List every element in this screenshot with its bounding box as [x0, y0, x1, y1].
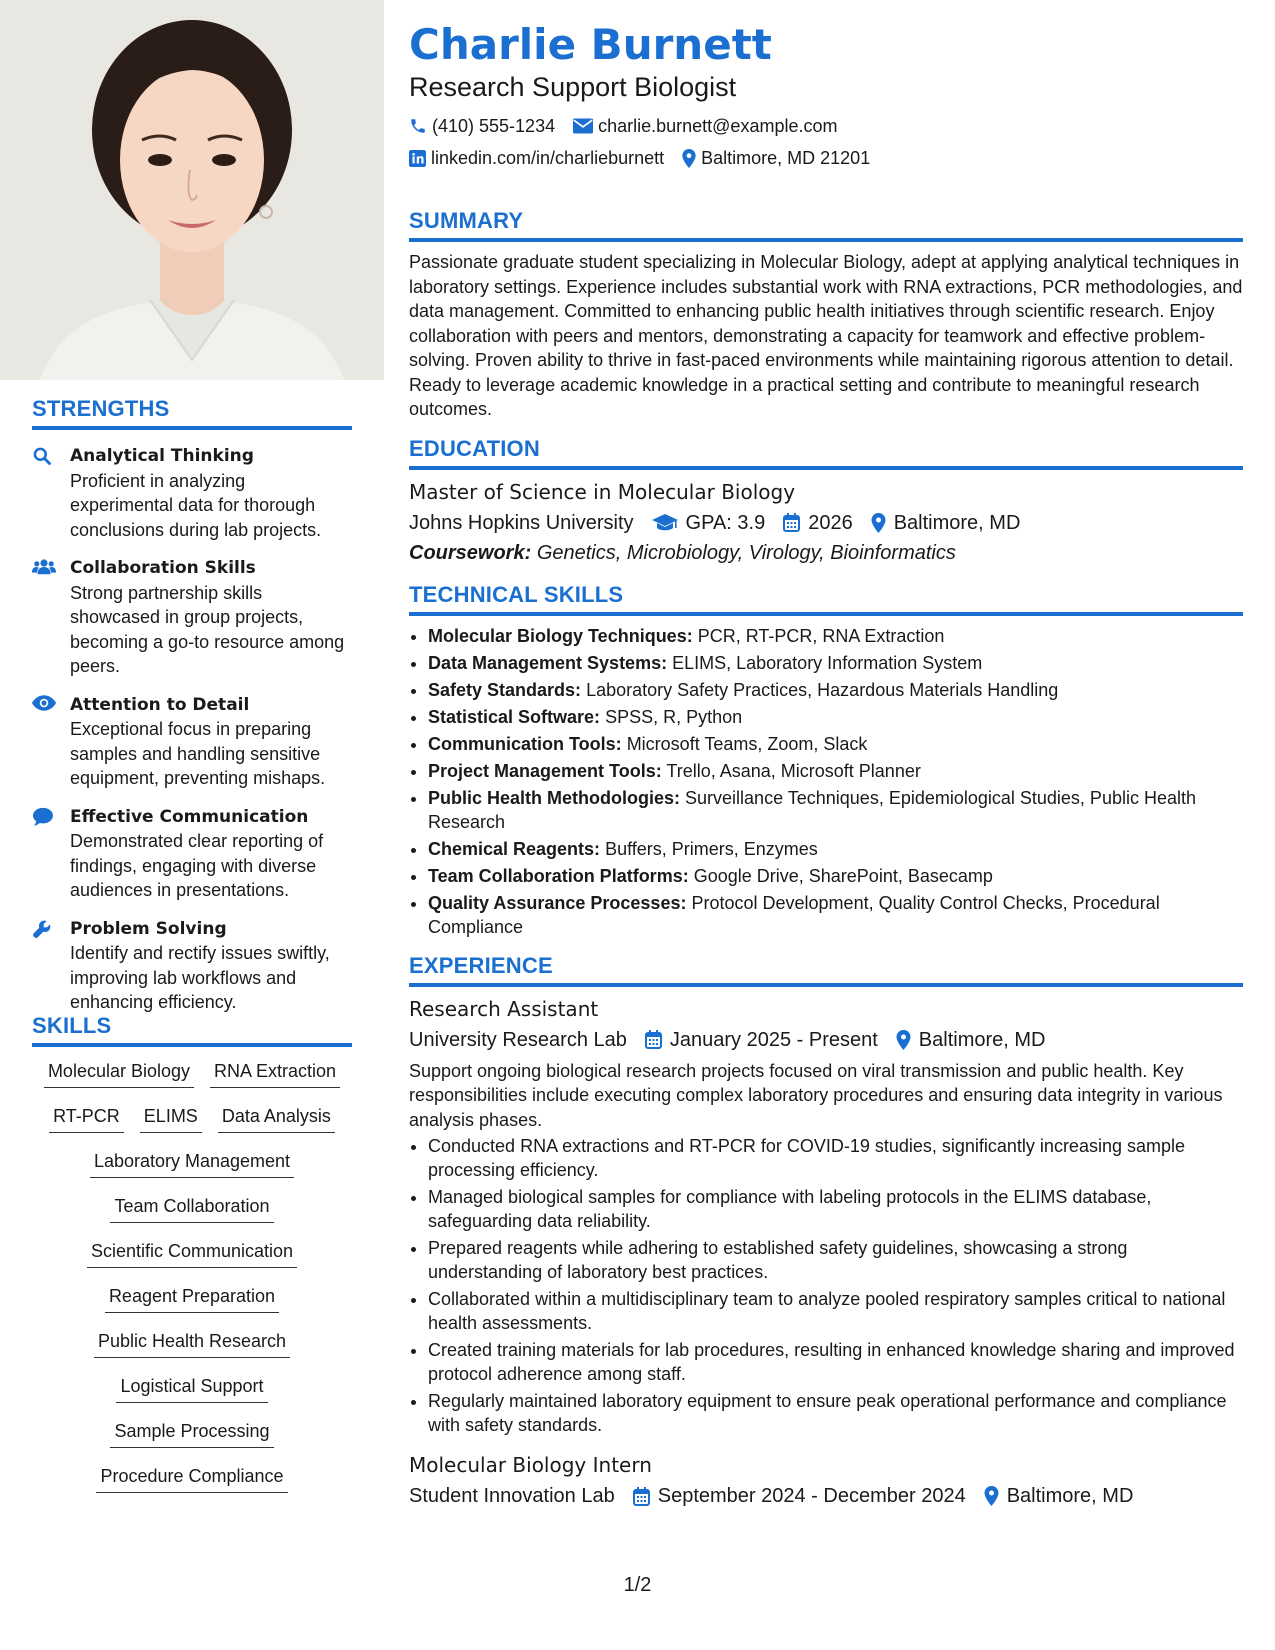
technical-skill-label: Team Collaboration Platforms: — [428, 865, 689, 886]
job-meta — [409, 1481, 1243, 1511]
main-content — [409, 20, 1243, 1511]
skill-chip: Scientific Communication — [87, 1239, 297, 1268]
education-location: Baltimore, MD — [893, 511, 1021, 534]
job-org: Student Innovation Lab — [409, 1485, 615, 1507]
technical-skill-item — [428, 732, 1243, 756]
technical-skill-label: Safety Standards: — [428, 679, 582, 700]
strength-name: Effective Communication — [70, 806, 309, 827]
coursework — [409, 538, 1243, 568]
skills-row — [32, 1464, 352, 1509]
skill-chip: Data Analysis — [218, 1104, 335, 1133]
technical-skill-label: Public Health Methodologies: — [428, 787, 681, 808]
strength-name: Analytical Thinking — [70, 446, 254, 466]
skill-chip: ELIMS — [140, 1104, 202, 1133]
wrench-icon — [32, 917, 70, 1015]
strength-name: Problem Solving — [70, 918, 227, 939]
profile-photo — [0, 0, 384, 380]
technical-skill-item — [428, 624, 1243, 648]
email-link[interactable]: charlie.burnett@example.com — [598, 116, 838, 136]
technical-skills-section — [409, 582, 1243, 939]
technical-skill-value: SPSS, R, Python — [605, 706, 743, 727]
technical-skill-value: Surveillance Techniques, Epidemiological Studies, Public Health Research — [428, 787, 1196, 832]
education-section — [409, 436, 1243, 568]
skill-chip: RNA Extraction — [210, 1059, 340, 1088]
job-meta — [409, 1025, 1243, 1055]
graduation-year: 2026 — [808, 511, 853, 534]
technical-skill-value: Buffers, Primers, Enzymes — [605, 838, 818, 859]
contact-row-2 — [409, 142, 1243, 174]
skills-row — [32, 1239, 352, 1284]
skills-heading: SKILLS — [32, 1013, 352, 1047]
job-dates-wrap — [645, 1025, 878, 1055]
technical-skill-item — [428, 891, 1243, 939]
technical-skill-item — [428, 837, 1243, 861]
job-entry — [409, 995, 1243, 1438]
skill-chip: Molecular Biology — [44, 1059, 194, 1088]
job-bullet: • Created training materials for lab procedures, resulting in enhanced knowledge sharing and improved protocol adherence among staff. — [428, 1338, 1243, 1386]
strength-desc: Exceptional focus in preparing samples and handling sensitive equipment, preventing mishaps. — [70, 719, 326, 788]
job-location-wrap — [984, 1481, 1134, 1511]
technical-skill-label: Communication Tools: — [428, 733, 622, 754]
linkedin-icon — [409, 150, 426, 167]
technical-skills-heading: TECHNICAL SKILLS — [409, 582, 1243, 616]
calendar-icon — [783, 513, 800, 532]
location-icon — [984, 1486, 999, 1506]
job-location: Baltimore, MD — [918, 1028, 1046, 1051]
coursework-label: Coursework: — [409, 541, 532, 564]
strength-desc: Strong partnership skills showcased in group projects, becoming a go-to resource among peers. — [70, 582, 345, 676]
strength-name: Attention to Detail — [70, 694, 250, 715]
technical-skill-item — [428, 651, 1243, 675]
technical-skill-item — [428, 678, 1243, 702]
technical-skill-label: Statistical Software: — [428, 706, 601, 727]
degree: Master of Science in Molecular Biology — [409, 479, 796, 504]
graduation-cap-icon — [652, 514, 678, 532]
job-org: University Research Lab — [409, 1028, 627, 1051]
strength-item — [32, 805, 352, 903]
skills-row — [32, 1194, 352, 1239]
strength-item — [32, 444, 352, 542]
skill-chip: Laboratory Management — [90, 1149, 294, 1178]
job-description: Support ongoing biological research projects focused on viral transmission and public health. Key responsibilities include executing complex laboratory procedures and ensuring data integrity in various analysis phases. — [409, 1060, 1223, 1130]
skills-chips — [32, 1059, 352, 1509]
job-bullet: • Prepared reagents while adhering to established safety guidelines, showcasing a strong understanding of laboratory best practices. — [428, 1236, 1243, 1284]
technical-skill-label: Quality Assurance Processes: — [428, 892, 687, 913]
job-bullet: • Regularly maintained laboratory equipment to ensure peak operational performance and compliance with safety standards. — [428, 1389, 1243, 1437]
strength-name: Collaboration Skills — [70, 558, 256, 578]
skills-row — [32, 1149, 352, 1194]
technical-skill-label: Data Management Systems: — [428, 652, 668, 673]
strength-desc: Identify and rectify issues swiftly, improving lab workflows and enhancing efficiency. — [70, 943, 330, 1012]
strength-body — [70, 444, 352, 542]
strength-desc: Proficient in analyzing experimental data for thorough conclusions during lab projects. — [70, 470, 322, 540]
skills-row — [32, 1374, 352, 1419]
strength-item — [32, 917, 352, 1015]
technical-skill-value: PCR, RT-PCR, RNA Extraction — [697, 625, 945, 646]
technical-skill-value: Google Drive, SharePoint, Basecamp — [693, 865, 993, 886]
job-entry — [409, 1451, 1243, 1511]
strengths-heading: STRENGTHS — [32, 396, 352, 430]
job-role: Molecular Biology Intern — [409, 1453, 652, 1477]
job-location-wrap — [896, 1025, 1046, 1055]
education-meta — [409, 508, 1243, 538]
technical-skill-item — [428, 759, 1243, 783]
technical-skill-value: Protocol Development, Quality Control Checks, Procedural Compliance — [428, 892, 1160, 937]
calendar-icon — [633, 1487, 650, 1506]
technical-skill-value: Trello, Asana, Microsoft Planner — [666, 760, 921, 781]
technical-skill-value: ELIMS, Laboratory Information System — [672, 652, 983, 673]
job-bullet: • Conducted RNA extractions and RT-PCR for COVID-19 studies, significantly increasing sample processing efficiency. — [428, 1134, 1243, 1182]
location-icon — [896, 1030, 911, 1050]
job-bullets — [409, 1134, 1243, 1437]
technical-skill-value: Microsoft Teams, Zoom, Slack — [626, 733, 868, 754]
eye-icon — [32, 693, 70, 791]
technical-skill-label: Chemical Reagents: — [428, 838, 601, 859]
job-bullet: • Collaborated within a multidisciplinary team to analyze pooled respiratory samples critical to national health assessments. — [428, 1287, 1243, 1335]
education-heading: EDUCATION — [409, 436, 1243, 470]
job-location: Baltimore, MD — [1006, 1485, 1134, 1507]
skills-row — [32, 1329, 352, 1374]
candidate-title: Research Support Biologist — [409, 72, 737, 102]
technical-skill-label: Project Management Tools: — [428, 760, 662, 781]
skill-chip: RT-PCR — [49, 1104, 124, 1133]
skill-chip: Public Health Research — [94, 1329, 290, 1358]
skills-row — [32, 1419, 352, 1464]
experience-section — [409, 953, 1243, 1512]
technical-skill-value: Laboratory Safety Practices, Hazardous Materials Handling — [586, 679, 1059, 700]
skill-chip: Logistical Support — [116, 1374, 267, 1403]
job-dates-wrap — [633, 1481, 966, 1511]
linkedin-link[interactable]: linkedin.com/in/charlieburnett — [431, 148, 665, 168]
technical-skills-list — [409, 624, 1243, 939]
comment-icon — [32, 805, 70, 903]
phone-icon — [409, 117, 427, 135]
users-icon — [32, 556, 70, 679]
calendar-icon — [645, 1030, 662, 1049]
summary-heading: SUMMARY — [409, 208, 1243, 242]
summary-text: Passionate graduate student specializing in Molecular Biology, adept at applying analytical techniques in laboratory settings. Experience includes substantial work with RNA extractions, PCR methodologies, and data management. Committed to enhancing public health initiatives through scientific research. Enjoy collaboration with peers and mentors, demonstrating a capacity for teamwork and effective problem-solving. Proven ability to thrive in fast-paced environments while maintaining rigorous attention to detail. Ready to leverage academic knowledge in a practical setting and contribute to meaningful research outcomes. — [409, 252, 1243, 419]
skills-row — [32, 1104, 352, 1149]
strength-desc: Demonstrated clear reporting of findings, engaging with diverse audiences in presentations. — [70, 831, 324, 900]
technical-skill-item — [428, 786, 1243, 834]
summary-section — [409, 208, 1243, 422]
job-dates: September 2024 - December 2024 — [657, 1485, 966, 1507]
job-role: Research Assistant — [409, 996, 599, 1021]
page-number: 1/2 — [623, 1574, 652, 1596]
strength-body — [70, 917, 352, 1015]
job-dates: January 2025 - Present — [669, 1028, 878, 1051]
skill-chip: Sample Processing — [110, 1419, 273, 1448]
strength-body — [70, 693, 352, 791]
strength-body — [70, 556, 352, 679]
skill-chip: Reagent Preparation — [105, 1284, 279, 1313]
technical-skill-item — [428, 864, 1243, 888]
location-icon — [682, 149, 696, 168]
technical-skill-label: Molecular Biology Techniques: — [428, 625, 693, 646]
technical-skill-item — [428, 705, 1243, 729]
strength-body — [70, 805, 352, 903]
strength-item — [32, 556, 352, 679]
sidebar — [0, 0, 384, 1650]
search-icon — [32, 444, 70, 542]
experience-heading: EXPERIENCE — [409, 953, 1243, 987]
skills-row — [32, 1059, 352, 1104]
skills-section — [32, 1013, 352, 1509]
coursework-list: Genetics, Microbiology, Virology, Bioinformatics — [536, 541, 956, 564]
skills-row — [32, 1284, 352, 1329]
location-icon — [871, 513, 886, 533]
skill-chip: Team Collaboration — [110, 1194, 273, 1223]
jobs-list — [409, 995, 1243, 1512]
phone-text: (410) 555-1234 — [432, 116, 556, 136]
strengths-section — [32, 396, 352, 1029]
email-icon — [573, 118, 593, 134]
strengths-list — [32, 444, 352, 1015]
candidate-name: Charlie Burnett — [409, 20, 772, 69]
job-bullet: • Managed biological samples for compliance with labeling protocols in the ELIMS database, safeguarding data reliability. — [428, 1185, 1243, 1233]
school: Johns Hopkins University — [409, 511, 634, 534]
contact-row-1 — [409, 110, 1243, 142]
skill-chip: Procedure Compliance — [96, 1464, 287, 1493]
location-text: Baltimore, MD 21201 — [701, 148, 871, 168]
gpa: GPA: 3.9 — [685, 511, 766, 534]
strength-item — [32, 693, 352, 791]
